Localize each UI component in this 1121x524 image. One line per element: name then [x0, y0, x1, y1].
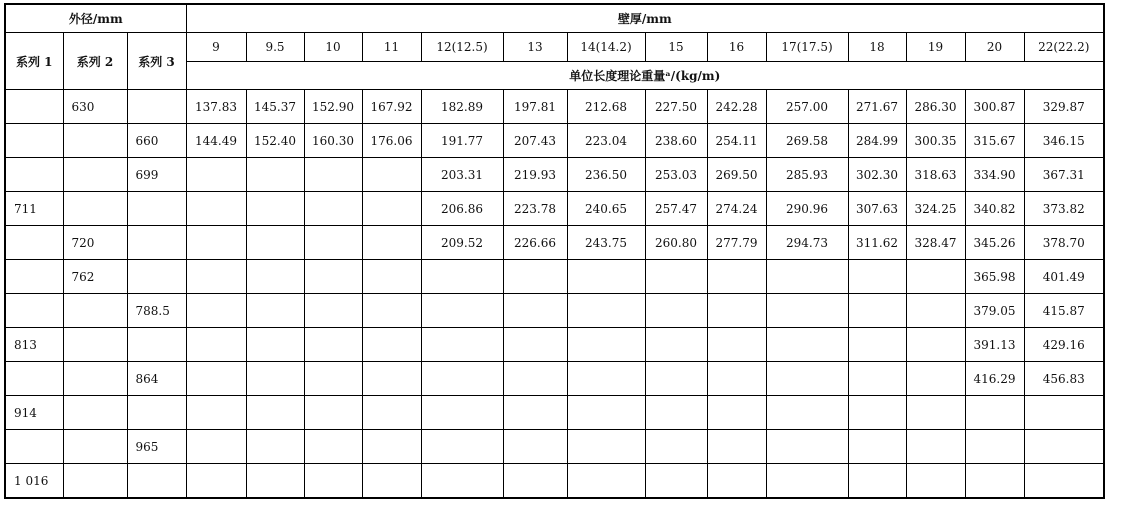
weight-cell	[246, 328, 304, 362]
table-row	[5, 328, 1104, 362]
weight-cell	[567, 362, 645, 396]
weight-cell	[567, 294, 645, 328]
series-1-cell	[5, 226, 63, 260]
weight-cell	[503, 430, 567, 464]
weight-cell: 242.28	[707, 90, 766, 124]
weight-cell: 311.62	[848, 226, 906, 260]
table-row	[5, 396, 1104, 430]
weight-cell	[1024, 464, 1104, 499]
weight-cell: 271.67	[848, 90, 906, 124]
series-2-cell	[63, 328, 127, 362]
thickness-header: 11	[362, 33, 421, 62]
weight-cell	[186, 396, 246, 430]
weight-cell: 137.83	[186, 90, 246, 124]
weight-cell	[246, 192, 304, 226]
weight-cell: 300.35	[906, 124, 965, 158]
weight-cell	[362, 362, 421, 396]
series-1-cell	[5, 124, 63, 158]
weight-cell: 223.78	[503, 192, 567, 226]
weight-cell	[362, 430, 421, 464]
thickness-header: 22(22.2)	[1024, 33, 1104, 62]
weight-cell	[246, 226, 304, 260]
weight-cell	[645, 430, 707, 464]
weight-cell	[848, 430, 906, 464]
weight-cell	[1024, 396, 1104, 430]
weight-cell	[965, 430, 1024, 464]
weight-cell: 212.68	[567, 90, 645, 124]
weight-cell: 365.98	[965, 260, 1024, 294]
table-row	[5, 192, 1104, 226]
weight-cell	[766, 328, 848, 362]
weight-cell	[246, 294, 304, 328]
weight-cell: 324.25	[906, 192, 965, 226]
weight-cell	[766, 396, 848, 430]
weight-cell	[246, 362, 304, 396]
weight-cell	[645, 464, 707, 499]
weight-cell: 260.80	[645, 226, 707, 260]
series-2-cell	[63, 396, 127, 430]
weight-cell: 191.77	[421, 124, 503, 158]
series-2-cell	[63, 294, 127, 328]
weight-cell	[304, 464, 362, 499]
weight-cell	[186, 464, 246, 499]
weight-cell	[766, 430, 848, 464]
weight-cell	[186, 430, 246, 464]
weight-cell	[186, 260, 246, 294]
series-1-cell: 1 016	[5, 464, 63, 499]
weight-cell	[848, 464, 906, 499]
series-2-header: 系列 2	[63, 33, 127, 90]
weight-cell	[965, 464, 1024, 499]
thickness-header: 12(12.5)	[421, 33, 503, 62]
table-row	[5, 362, 1104, 396]
weight-cell	[246, 430, 304, 464]
series-2-cell: 630	[63, 90, 127, 124]
weight-cell	[567, 328, 645, 362]
weight-cell: 274.24	[707, 192, 766, 226]
weight-cell	[645, 362, 707, 396]
series-1-cell	[5, 294, 63, 328]
weight-cell	[186, 294, 246, 328]
weight-cell	[304, 260, 362, 294]
weight-cell	[645, 260, 707, 294]
weight-cell: 253.03	[645, 158, 707, 192]
weight-cell: 207.43	[503, 124, 567, 158]
weight-cell	[503, 464, 567, 499]
weight-cell: 429.16	[1024, 328, 1104, 362]
weight-cell	[304, 396, 362, 430]
weight-cell: 373.82	[1024, 192, 1104, 226]
weight-cell	[1024, 430, 1104, 464]
series-3-cell	[127, 192, 186, 226]
series-3-cell	[127, 464, 186, 499]
series-1-header: 系列 1	[5, 33, 63, 90]
weight-cell: 334.90	[965, 158, 1024, 192]
series-3-cell: 699	[127, 158, 186, 192]
weight-cell: 240.65	[567, 192, 645, 226]
series-2-cell: 720	[63, 226, 127, 260]
weight-cell	[906, 260, 965, 294]
weight-cell: 223.04	[567, 124, 645, 158]
thickness-header: 14(14.2)	[567, 33, 645, 62]
weight-cell	[766, 464, 848, 499]
weight-cell: 227.50	[645, 90, 707, 124]
weight-cell	[848, 294, 906, 328]
weight-cell	[421, 396, 503, 430]
weight-cell: 254.11	[707, 124, 766, 158]
weight-cell: 152.40	[246, 124, 304, 158]
weight-cell: 416.29	[965, 362, 1024, 396]
weight-cell: 345.26	[965, 226, 1024, 260]
pipe-weight-table	[4, 3, 1105, 499]
weight-cell	[362, 192, 421, 226]
weight-cell	[421, 260, 503, 294]
weight-cell	[707, 260, 766, 294]
weight-cell	[707, 328, 766, 362]
weight-cell	[304, 192, 362, 226]
weight-cell	[362, 464, 421, 499]
series-3-cell	[127, 90, 186, 124]
series-2-cell	[63, 362, 127, 396]
header-row-2	[5, 33, 1104, 62]
weight-cell: 145.37	[246, 90, 304, 124]
thickness-header: 20	[965, 33, 1024, 62]
weight-cell: 346.15	[1024, 124, 1104, 158]
weight-cell	[186, 192, 246, 226]
series-1-cell: 711	[5, 192, 63, 226]
weight-cell: 285.93	[766, 158, 848, 192]
weight-cell: 456.83	[1024, 362, 1104, 396]
weight-cell: 401.49	[1024, 260, 1104, 294]
weight-cell	[766, 362, 848, 396]
weight-cell: 294.73	[766, 226, 848, 260]
series-2-cell	[63, 158, 127, 192]
series-1-cell	[5, 430, 63, 464]
weight-cell: 236.50	[567, 158, 645, 192]
weight-cell	[503, 260, 567, 294]
weight-cell	[567, 464, 645, 499]
weight-cell	[304, 226, 362, 260]
thickness-header: 18	[848, 33, 906, 62]
weight-cell	[421, 430, 503, 464]
weight-cell	[848, 328, 906, 362]
weight-cell: 329.87	[1024, 90, 1104, 124]
series-1-cell: 813	[5, 328, 63, 362]
weight-cell	[246, 464, 304, 499]
weight-cell: 367.31	[1024, 158, 1104, 192]
unit-weight-header: 单位长度理论重量ᵃ/(kg/m)	[186, 62, 1104, 90]
thickness-header: 9.5	[246, 33, 304, 62]
thickness-header: 13	[503, 33, 567, 62]
weight-cell	[645, 396, 707, 430]
weight-cell: 286.30	[906, 90, 965, 124]
weight-cell	[421, 328, 503, 362]
weight-cell	[848, 362, 906, 396]
weight-cell: 219.93	[503, 158, 567, 192]
weight-cell	[906, 430, 965, 464]
weight-cell: 144.49	[186, 124, 246, 158]
weight-cell	[186, 226, 246, 260]
weight-cell: 284.99	[848, 124, 906, 158]
weight-cell	[362, 328, 421, 362]
weight-cell	[906, 362, 965, 396]
thickness-header: 10	[304, 33, 362, 62]
weight-cell: 328.47	[906, 226, 965, 260]
weight-cell: 203.31	[421, 158, 503, 192]
weight-cell	[906, 294, 965, 328]
weight-cell: 340.82	[965, 192, 1024, 226]
series-3-cell	[127, 260, 186, 294]
weight-cell	[848, 260, 906, 294]
series-1-cell	[5, 158, 63, 192]
weight-cell	[567, 260, 645, 294]
series-3-cell: 788.5	[127, 294, 186, 328]
series-3-cell	[127, 396, 186, 430]
weight-cell	[707, 294, 766, 328]
series-1-cell: 914	[5, 396, 63, 430]
weight-cell: 176.06	[362, 124, 421, 158]
table-row	[5, 158, 1104, 192]
weight-cell: 243.75	[567, 226, 645, 260]
weight-cell	[304, 328, 362, 362]
weight-cell	[567, 430, 645, 464]
series-1-cell	[5, 362, 63, 396]
series-2-cell	[63, 464, 127, 499]
series-3-cell: 660	[127, 124, 186, 158]
weight-cell	[707, 430, 766, 464]
series-3-cell: 965	[127, 430, 186, 464]
series-2-cell: 762	[63, 260, 127, 294]
weight-cell: 307.63	[848, 192, 906, 226]
outer-diameter-header: 外径/mm	[5, 4, 186, 33]
weight-cell	[186, 362, 246, 396]
weight-cell	[362, 226, 421, 260]
weight-cell	[906, 328, 965, 362]
weight-cell: 167.92	[362, 90, 421, 124]
table-row	[5, 260, 1104, 294]
weight-cell	[567, 396, 645, 430]
weight-cell	[707, 396, 766, 430]
table-row	[5, 464, 1104, 499]
weight-cell	[304, 158, 362, 192]
series-3-cell: 864	[127, 362, 186, 396]
weight-cell	[503, 294, 567, 328]
weight-cell: 257.00	[766, 90, 848, 124]
weight-cell	[304, 294, 362, 328]
weight-cell	[707, 464, 766, 499]
weight-cell	[421, 294, 503, 328]
weight-cell	[421, 464, 503, 499]
weight-cell	[645, 328, 707, 362]
series-3-cell	[127, 328, 186, 362]
weight-cell: 152.90	[304, 90, 362, 124]
thickness-header: 19	[906, 33, 965, 62]
weight-cell	[304, 362, 362, 396]
table-row	[5, 124, 1104, 158]
weight-cell: 391.13	[965, 328, 1024, 362]
thickness-header: 17(17.5)	[766, 33, 848, 62]
series-2-cell	[63, 430, 127, 464]
weight-cell: 226.66	[503, 226, 567, 260]
weight-cell	[848, 396, 906, 430]
table-container	[4, 3, 1105, 499]
weight-cell: 315.67	[965, 124, 1024, 158]
weight-cell: 290.96	[766, 192, 848, 226]
thickness-header: 9	[186, 33, 246, 62]
weight-cell: 209.52	[421, 226, 503, 260]
weight-cell: 206.86	[421, 192, 503, 226]
table-row	[5, 226, 1104, 260]
table-row	[5, 90, 1104, 124]
weight-cell	[246, 158, 304, 192]
series-2-cell	[63, 124, 127, 158]
series-3-header: 系列 3	[127, 33, 186, 90]
weight-cell	[304, 430, 362, 464]
weight-cell	[906, 396, 965, 430]
weight-cell	[186, 328, 246, 362]
weight-cell	[186, 158, 246, 192]
weight-cell	[362, 158, 421, 192]
weight-cell: 269.50	[707, 158, 766, 192]
series-2-cell	[63, 192, 127, 226]
weight-cell	[766, 260, 848, 294]
weight-cell	[503, 396, 567, 430]
weight-cell: 238.60	[645, 124, 707, 158]
series-3-cell	[127, 226, 186, 260]
table-row	[5, 294, 1104, 328]
weight-cell: 160.30	[304, 124, 362, 158]
weight-cell	[362, 260, 421, 294]
weight-cell	[503, 328, 567, 362]
weight-cell	[421, 362, 503, 396]
weight-cell: 300.87	[965, 90, 1024, 124]
weight-cell	[645, 294, 707, 328]
weight-cell: 302.30	[848, 158, 906, 192]
weight-cell	[707, 362, 766, 396]
wall-thickness-header: 壁厚/mm	[186, 4, 1104, 33]
weight-cell	[246, 260, 304, 294]
header-row-1	[5, 4, 1104, 33]
weight-cell: 378.70	[1024, 226, 1104, 260]
weight-cell	[906, 464, 965, 499]
weight-cell	[503, 362, 567, 396]
weight-cell: 318.63	[906, 158, 965, 192]
weight-cell	[766, 294, 848, 328]
weight-cell	[362, 294, 421, 328]
weight-cell: 197.81	[503, 90, 567, 124]
series-1-cell	[5, 260, 63, 294]
weight-cell	[362, 396, 421, 430]
weight-cell: 182.89	[421, 90, 503, 124]
weight-cell: 277.79	[707, 226, 766, 260]
weight-cell	[965, 396, 1024, 430]
series-1-cell	[5, 90, 63, 124]
thickness-header: 16	[707, 33, 766, 62]
weight-cell: 379.05	[965, 294, 1024, 328]
weight-cell: 269.58	[766, 124, 848, 158]
thickness-header: 15	[645, 33, 707, 62]
weight-cell: 257.47	[645, 192, 707, 226]
table-row	[5, 430, 1104, 464]
weight-cell	[246, 396, 304, 430]
weight-cell: 415.87	[1024, 294, 1104, 328]
